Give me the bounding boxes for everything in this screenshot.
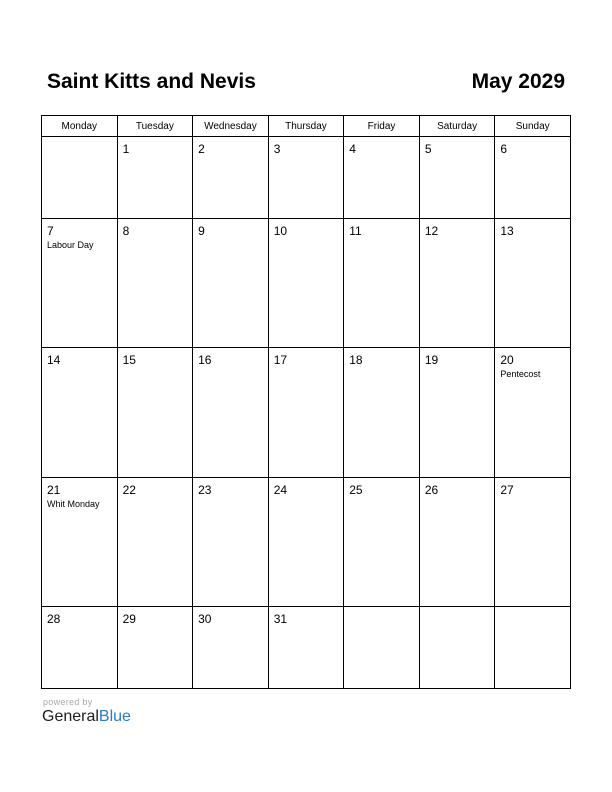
day-cell [117, 477, 193, 606]
day-number: 22 [122, 482, 136, 497]
powered-by-label: powered by [43, 697, 93, 707]
weekday-header-row [42, 116, 571, 137]
day-cell [193, 477, 269, 606]
day-number: 2 [198, 142, 205, 156]
day-cell [42, 477, 118, 606]
day-number: 4 [349, 142, 356, 156]
day-number: 21 [47, 482, 61, 497]
generalblue-logo[interactable] [42, 708, 131, 726]
day-cell [419, 348, 495, 477]
day-number: 13 [500, 224, 514, 239]
day-number: 24 [273, 482, 288, 497]
day-number: 11 [349, 224, 362, 239]
day-number: 19 [424, 353, 439, 368]
day-number: 27 [500, 482, 514, 497]
day-cell [419, 477, 495, 606]
day-number: 3 [273, 142, 281, 156]
calendar-month-title: May 2029 [471, 70, 565, 93]
day-cell [117, 348, 193, 477]
day-number: 1 [122, 142, 130, 156]
day-number: 15 [122, 353, 136, 368]
week-row [42, 348, 571, 477]
calendar-grid [41, 115, 571, 689]
weekday-header: Monday [42, 116, 118, 137]
day-cell [344, 137, 420, 219]
day-number: 29 [122, 611, 136, 626]
day-number: 9 [198, 224, 205, 239]
day-cell [117, 606, 193, 688]
day-cell [495, 137, 571, 219]
day-cell [344, 348, 420, 477]
day-number: 31 [273, 611, 288, 626]
day-cell [344, 219, 420, 348]
day-cell [42, 137, 118, 219]
day-number: 25 [349, 482, 363, 497]
day-cell [495, 219, 571, 348]
day-cell [268, 606, 344, 688]
day-cell [42, 219, 118, 348]
day-cell [193, 348, 269, 477]
brand-blue: Blue [98, 708, 131, 725]
day-number: 7 [47, 224, 54, 239]
day-cell [42, 606, 118, 688]
brand-general: General [42, 708, 99, 725]
weekday-header: Sunday [495, 116, 571, 137]
calendar-country-title: Saint Kitts and Nevis [47, 70, 256, 93]
day-number: 14 [47, 353, 61, 368]
weekday-header: Saturday [419, 116, 495, 137]
day-cell [268, 477, 344, 606]
holiday-label: Labour Day [47, 240, 94, 251]
day-cell [419, 137, 495, 219]
day-number: 16 [198, 353, 212, 368]
day-cell [344, 477, 420, 606]
day-number: 10 [273, 224, 288, 239]
week-row [42, 137, 571, 219]
day-cell [268, 137, 344, 219]
day-number: 28 [47, 611, 61, 626]
day-cell [344, 606, 420, 688]
day-number: 17 [273, 353, 288, 368]
day-cell [193, 137, 269, 219]
day-number: 20 [500, 353, 514, 368]
day-cell [495, 477, 571, 606]
holiday-label: Whit Monday [47, 498, 100, 509]
day-cell [117, 219, 193, 348]
week-row [42, 477, 571, 606]
day-number: 8 [122, 224, 130, 239]
day-number: 5 [424, 142, 432, 156]
day-number: 26 [424, 482, 439, 497]
weekday-header: Thursday [268, 116, 344, 137]
day-number: 12 [424, 224, 439, 239]
day-cell [419, 219, 495, 348]
weekday-header: Wednesday [193, 116, 269, 137]
weekday-header: Tuesday [117, 116, 193, 137]
day-cell [495, 606, 571, 688]
holiday-label: Pentecost [500, 369, 541, 380]
day-cell [117, 137, 193, 219]
week-row [42, 219, 571, 348]
day-number: 6 [500, 142, 508, 156]
day-cell [193, 606, 269, 688]
day-cell [495, 348, 571, 477]
day-cell [419, 606, 495, 688]
weekday-header: Friday [344, 116, 420, 137]
day-number: 23 [198, 482, 212, 497]
day-cell [268, 348, 344, 477]
day-cell [268, 219, 344, 348]
day-number: 30 [198, 611, 212, 626]
day-cell [42, 348, 118, 477]
day-number: 18 [349, 353, 363, 368]
week-row [42, 606, 571, 688]
day-cell [193, 219, 269, 348]
